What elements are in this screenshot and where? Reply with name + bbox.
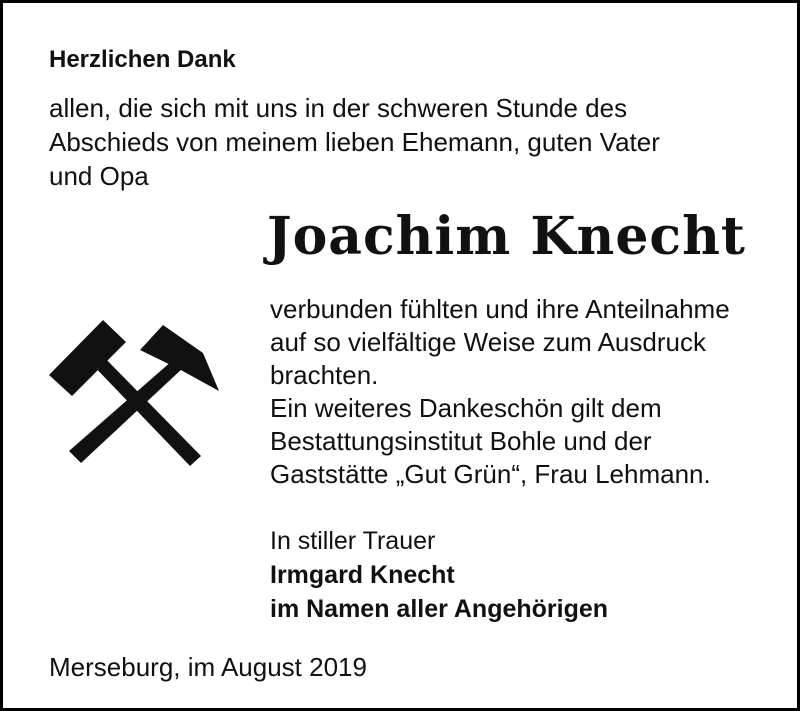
intro-text <box>49 91 749 193</box>
body-line: verbunden fühlten und ihre Anteilnahme <box>270 294 730 324</box>
signoff <box>270 524 790 626</box>
deceased-name: Joachim Knecht <box>267 206 746 267</box>
signoff-name: Irmgard Knecht <box>270 561 455 589</box>
intro-line: Abschieds von meinem lieben Ehemann, guten Vater <box>49 127 660 157</box>
signoff-family: im Namen aller Angehörigen <box>270 595 609 623</box>
intro-line: allen, die sich mit uns in der schweren Stunde des <box>49 93 628 123</box>
body-text <box>270 293 790 491</box>
body-line: Gaststätte „Gut Grün“, Frau Lehmann. <box>270 459 711 489</box>
crossed-hammers-icon <box>47 313 219 473</box>
intro-line: und Opa <box>49 161 149 191</box>
body-line: auf so vielfältige Weise zum Ausdruck <box>270 327 706 357</box>
body-line: brachten. <box>270 360 379 390</box>
heading: Herzlichen Dank <box>49 46 236 73</box>
body-line: Bestattungsinstitut Bohle und der <box>270 426 652 456</box>
place-date: Merseburg, im August 2019 <box>49 652 367 682</box>
body-line: Ein weiteres Dankeschön gilt dem <box>270 393 662 423</box>
signoff-phrase: In stiller Trauer <box>270 527 436 555</box>
